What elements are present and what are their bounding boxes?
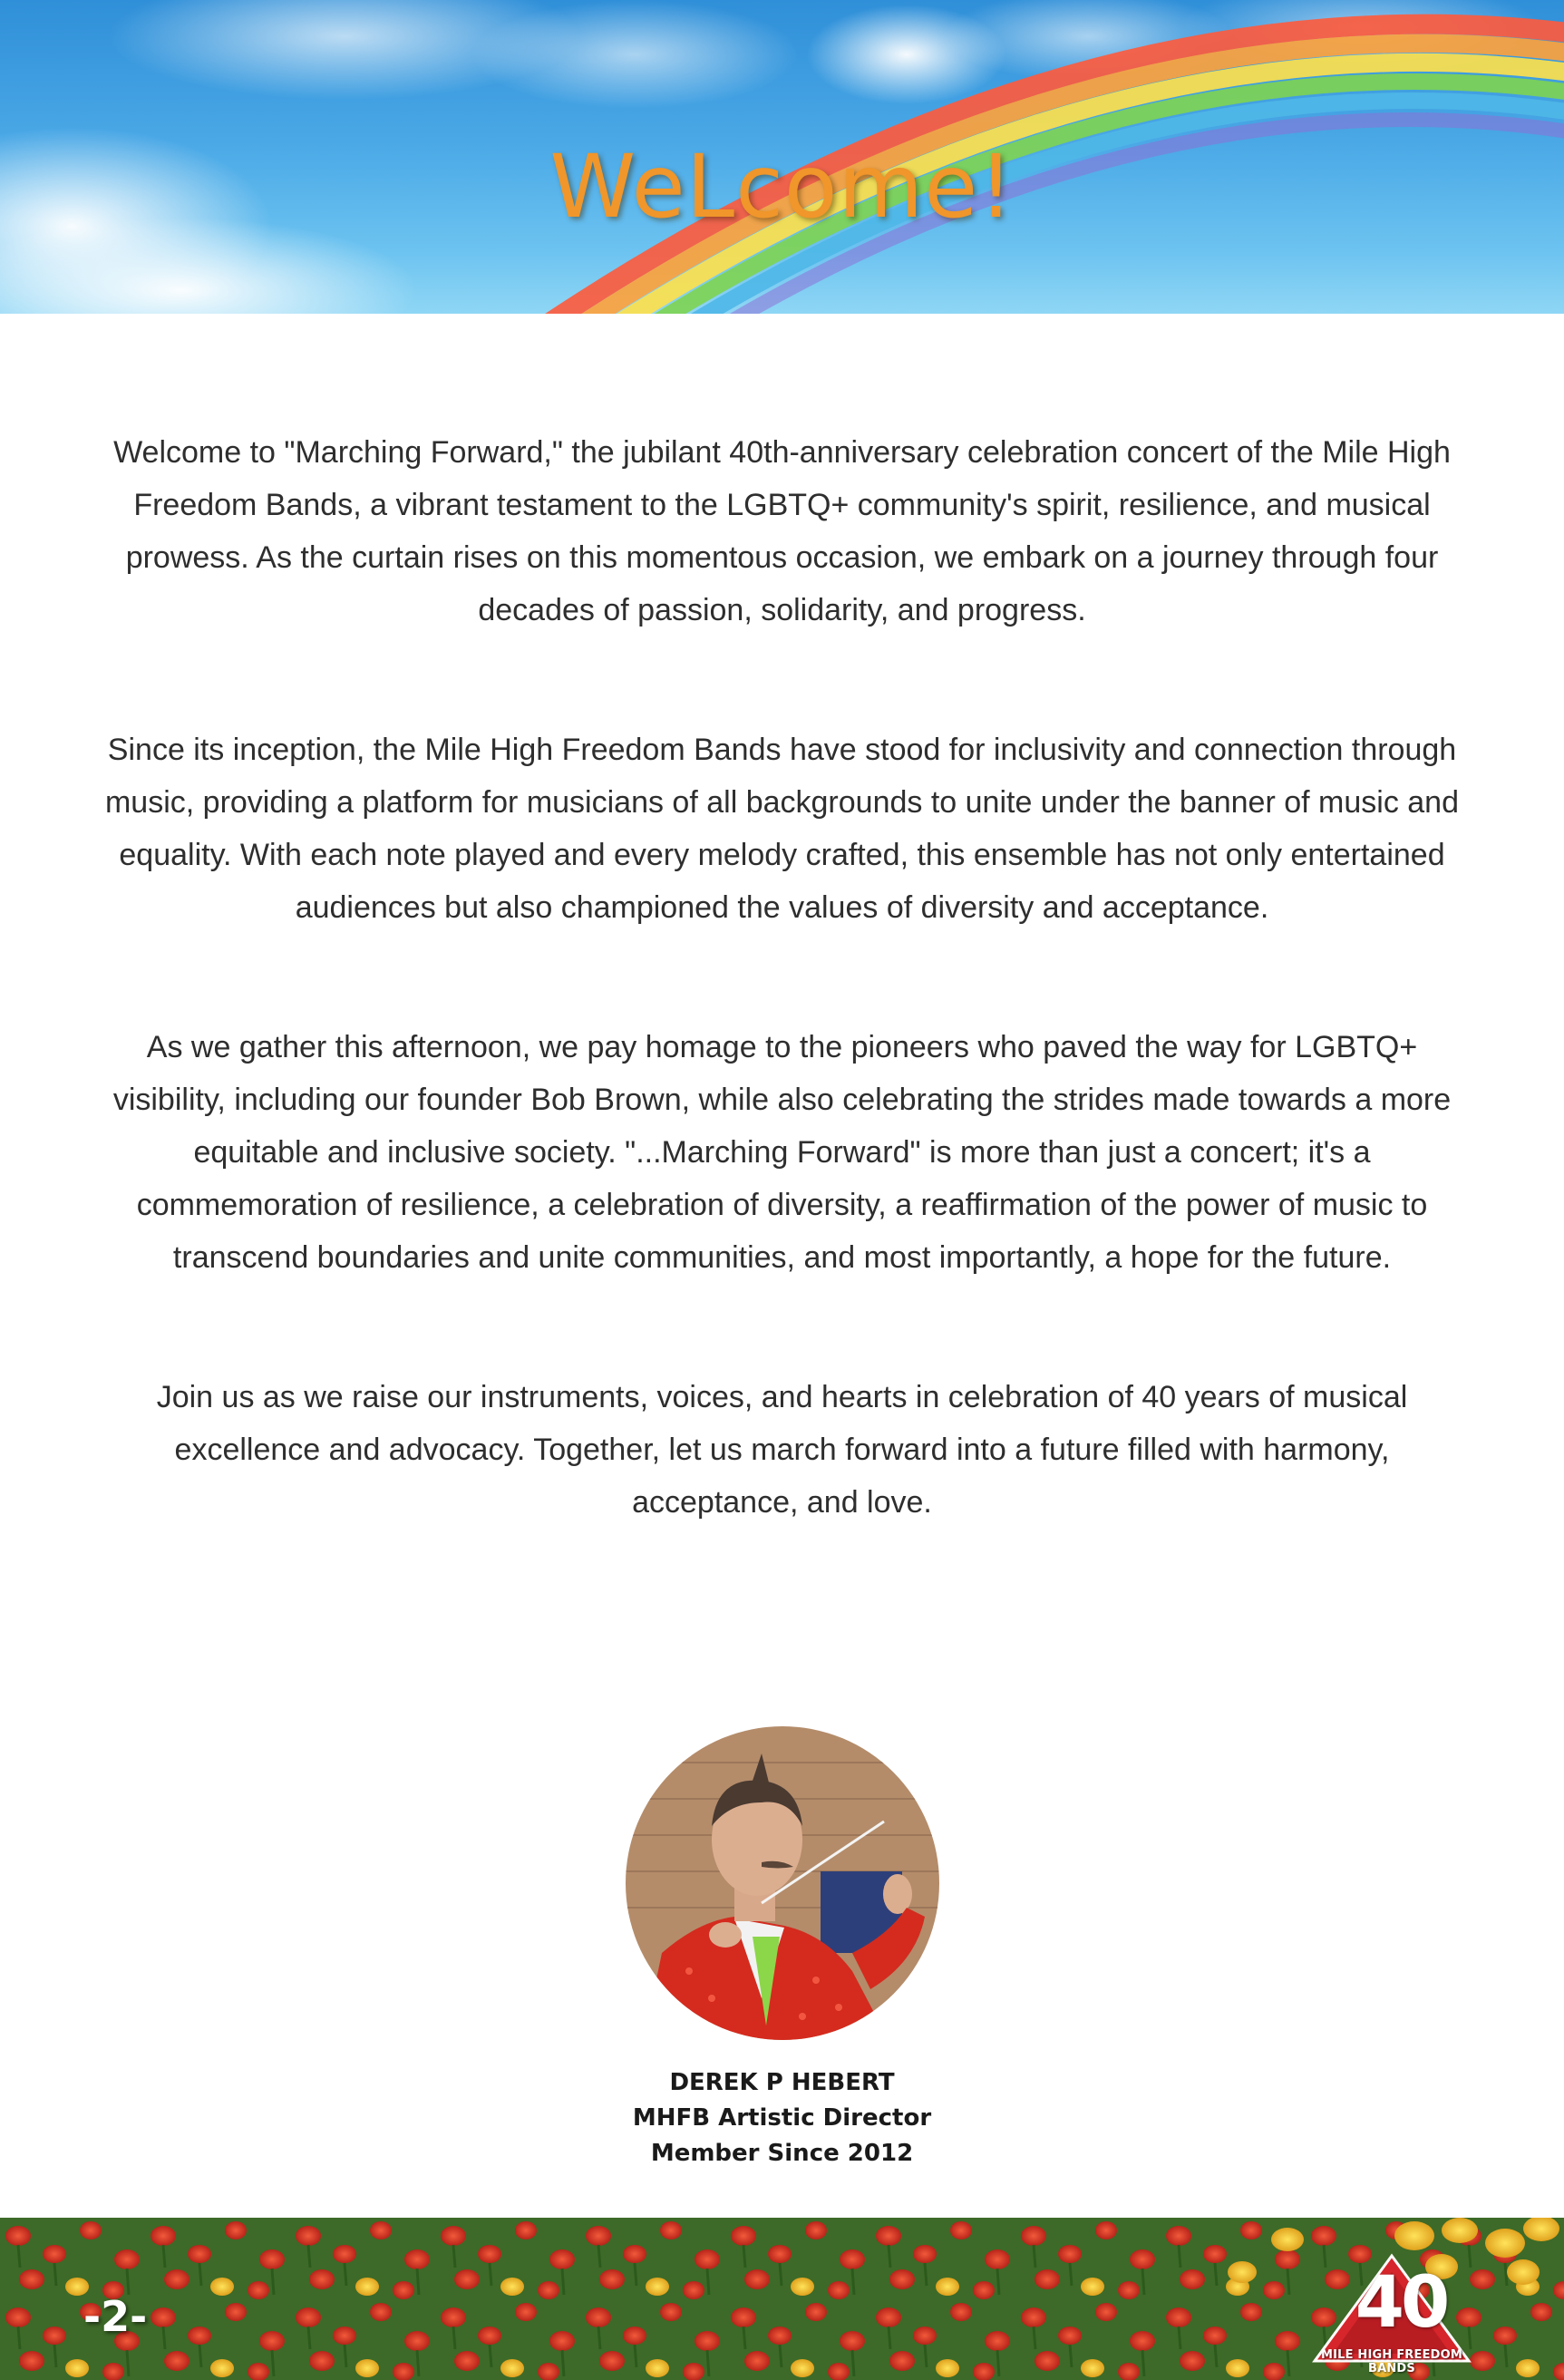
director-role: MHFB Artistic Director — [632, 2104, 932, 2132]
mhfb-40-logo — [1306, 2252, 1478, 2380]
director-name: DEREK P HEBERT — [669, 2069, 895, 2096]
page-title: WeLcome! — [549, 136, 1015, 238]
paragraph-2: Since its inception, the Mile High Freedom Bands have stood for inclusivity and connection through music, providing a platform for musicians of all backgrounds to unite under the banner of music and equality. With each note played and every melody crafted, this ensemble has not only entertained audiences but also championed the values of diversity and acceptance. — [104, 733, 1459, 925]
director-portrait — [626, 1726, 939, 2040]
logo-org-name: MILE HIGH FREEDOM BANDS — [1320, 2348, 1463, 2375]
paragraph-4: Join us as we raise our instruments, voices, and hearts in celebration of 40 years of musical excellence and advocacy. Together, let us march forward into a future filled with harmony, acceptance, and love. — [156, 1380, 1408, 1520]
paragraph-1: Welcome to "Marching Forward," the jubilant 40th-anniversary celebration concert of the Mile High Freedom Bands, a vibrant testament to the LGBTQ+ community's spirit, resilience, and musical prowess. As the curtain rises on this momentous occasion, we embark on a journey through four decades of passion, solidarity, and progress. — [113, 435, 1451, 627]
header-banner — [0, 0, 1564, 314]
director-caption — [0, 2065, 1564, 2171]
paragraph-3: As we gather this afternoon, we pay homage to the pioneers who paved the way for LGBTQ+ visibility, including our founder Bob Brown, while also celebrating the strides made towards a more equitable and inclusive society. "...Marching Forward" is more than just a concert; it's a commemoration of resilience, a celebration of diversity, a reaffirmation of the power of music to transcend boundaries and unite communities, and most importantly, a hope for the future. — [112, 1030, 1452, 1275]
director-member-since: Member Since 2012 — [650, 2140, 914, 2167]
welcome-letter — [91, 426, 1473, 1616]
page-number: -2- — [83, 2292, 148, 2341]
logo-anniversary-number: 40 — [1355, 2262, 1447, 2344]
